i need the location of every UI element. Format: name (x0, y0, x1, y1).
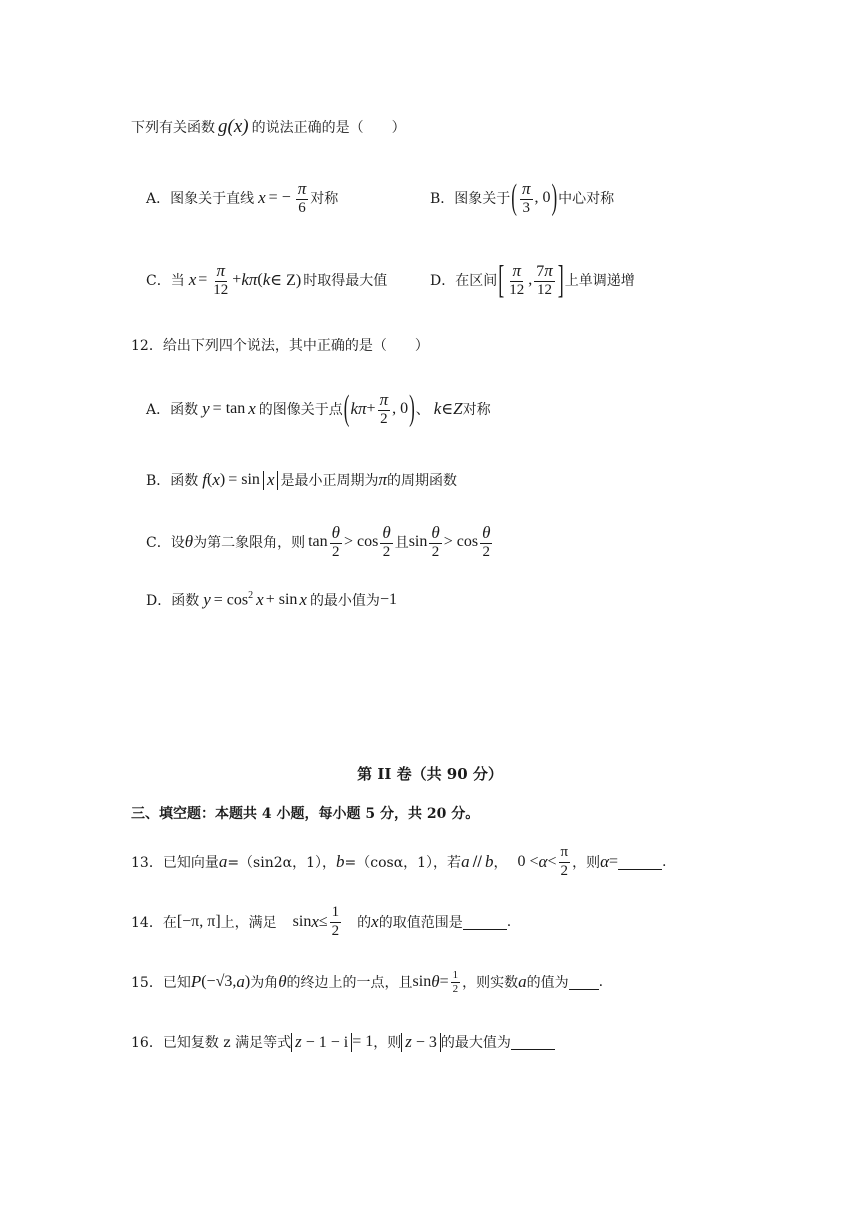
q11-option-a: A．图象关于直线 x = − $\frac{\pi}{6}$ 对称 (146, 179, 339, 216)
q12-stem: 12．给出下列四个说法，其中正确的是（ ） (131, 338, 429, 354)
q14: 14．在 [−π, π] 上，满足 sin x ≤ $\frac{1}{2}$ 的 x 的取值范围是 . (131, 904, 512, 939)
q11-option-c: C．当 x = $\frac{\pi}{12}$ + kπ ( k ∈ Z) 时取得最大值 (146, 261, 388, 298)
intro-func: g(x) (218, 116, 249, 137)
q12-option-b: B．函数 f ( x ) = sin x 是最小正周期为 π 的周期函数 (146, 469, 458, 489)
q12-option-c: C．设 θ 为第二象限角，则 tan $\frac{\theta}{2}$ > cos $\frac{\theta}{2}$ 且 sin $\frac{\theta}{2}$ > cos $\frac{\theta}{2}$ (146, 523, 491, 560)
q16: 16．已知复数 z 满足等式 z − 1 − i = 1 ，则 z − 3 的最大值为 (131, 1030, 555, 1054)
part2-title: 第 II 卷（共 90 分） (357, 764, 503, 783)
q11-option-d: D．在区间 [ $\frac{\pi}{12}$ , $\frac{7\pi}{12}$ ] 上单调递增 (430, 256, 635, 301)
q12-option-d: D．函数 y = $\cos^2$ x + sin x 的最小值为 −1 (146, 590, 397, 609)
q15: 15．已知 P (−√3, a ) 为角 θ 的终边上的一点，且 sin θ = $\frac{1}{2}$ ，则实数 a 的值为 . (131, 968, 604, 995)
q12-option-a: A．函数 y = tan x 的图像关于点 ( kπ + $\frac{\pi}{2}$ , 0 ) 、 k ∈ Z 对称 (146, 388, 491, 428)
q13: 13．已知向量 a =（sin2α，1）， b =（cosα，1），若 a // b ， 0 < α < $\frac{\pi}{2}$ ，则 α = . (131, 844, 667, 879)
q11-option-b: B．图象关于 ( $\frac{\pi}{3}$ , 0 ) 中心对称 (430, 177, 615, 217)
intro-post: 的说法正确的是（ ） (251, 120, 406, 136)
section-heading: 三、填空题：本题共 4 小题，每小题 5 分，共 20 分。 (131, 806, 480, 822)
intro-line (131, 114, 406, 140)
intro-pre: 下列有关函数 (131, 120, 215, 136)
